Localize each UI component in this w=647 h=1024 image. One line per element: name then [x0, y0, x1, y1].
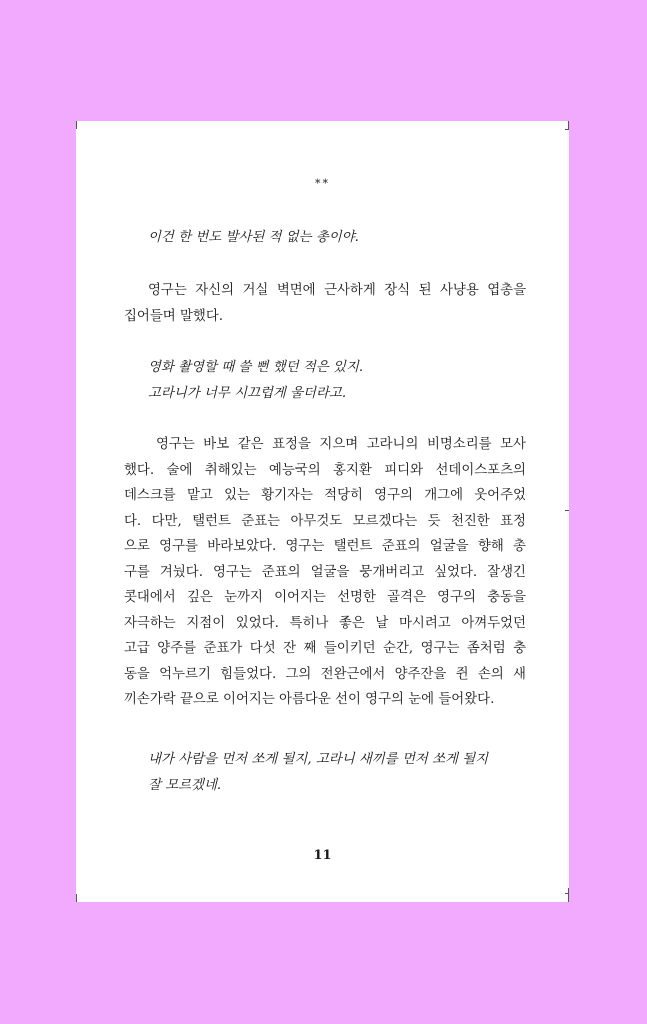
crop-mark-top-right [568, 121, 569, 129]
paragraph-line: 데스크를 맡고 있는 황기자는 적당히 영구의 개그에 웃어주었 [124, 488, 526, 503]
paragraph-line: 으로 영구를 바라보았다. 영구는 탤런트 준표의 얼굴을 향해 총 [124, 539, 526, 554]
paragraph-line: 끼손가락 끝으로 이어지는 아름다운 선이 영구의 눈에 들어왔다. [124, 692, 495, 707]
crop-mark-middle-right [565, 510, 569, 511]
paragraph-line: 집어들며 말했다. [124, 308, 224, 324]
paragraph-line: 영구는 자신의 거실 벽면에 근사하게 장식 된 사냥용 엽총을 [148, 283, 526, 298]
paragraph-line: 고급 양주를 준표가 다섯 잔 째 들이키던 순간, 영구는 좀처럼 충 [124, 641, 526, 656]
paragraph-line: 잘 모르겠네. [148, 777, 222, 793]
page-number: 11 [313, 848, 332, 863]
paragraph-2 [124, 278, 526, 329]
paragraph-3 [124, 355, 526, 406]
paragraph-line: 고라니가 너무 시끄럽게 울더라고. [148, 385, 347, 401]
book-page [76, 121, 569, 902]
paragraph-line: 영구는 바보 같은 표정을 지으며 고라니의 비명소리를 모사 [156, 437, 526, 452]
paragraph-line: 내가 사람을 먼저 쏘게 될지, 고라니 새끼를 먼저 쏘게 될지 [148, 752, 489, 767]
section-divider: ** [315, 177, 330, 190]
paragraph-line: 자극하는 지점이 있었다. 특히나 좋은 날 마시려고 아껴두었던 [124, 615, 526, 631]
crop-mark-bottom-right-h [565, 893, 569, 894]
paragraph-4 [124, 432, 526, 713]
paragraph-line: 콧대에서 깊은 눈까지 이어지는 선명한 골격은 영구의 충동을 [124, 590, 526, 605]
paragraph-5 [124, 747, 526, 798]
paragraph-1 [124, 225, 526, 251]
paragraph-line: 했다. 술에 취해있는 예능국의 홍지환 피디와 선데이스포츠의 [124, 462, 526, 478]
paragraph-line: 구를 겨눴다. 영구는 준표의 얼굴을 뭉개버리고 싶었다. 잘생긴 [124, 564, 526, 580]
crop-mark-bottom-left [76, 894, 77, 902]
crop-mark-bottom-right [568, 888, 569, 902]
paragraph-line: 다. 다만, 탤런트 준표는 아무것도 모르겠다는 듯 천진한 표정 [124, 513, 526, 529]
paragraph-line: 동을 억누르기 힘들었다. 그의 전완근에서 양주잔을 쥔 손의 새 [124, 666, 526, 682]
paragraph-line: 이건 한 번도 발사된 적 없는 총이야. [148, 230, 359, 245]
crop-mark-top-right-h [565, 129, 569, 130]
crop-mark-top-left [76, 121, 77, 129]
paragraph-line: 영화 촬영할 때 쓸 뻔 했던 적은 있지. [148, 360, 364, 375]
